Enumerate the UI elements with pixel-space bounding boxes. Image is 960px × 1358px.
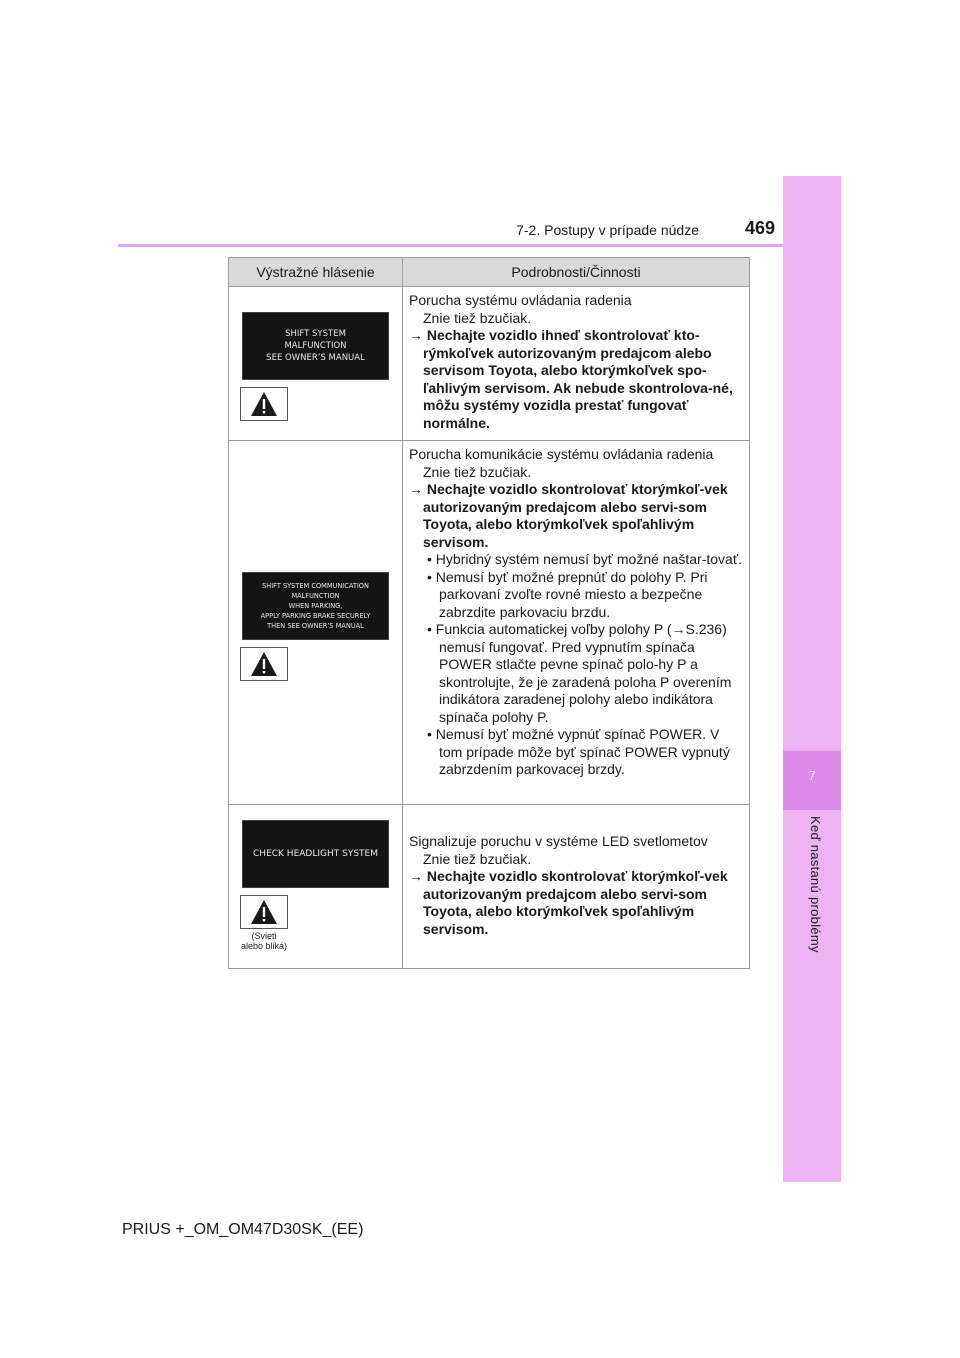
message-cell xyxy=(229,441,403,805)
warning-light-box xyxy=(240,647,288,681)
screen-line: SHIFT SYSTEM xyxy=(285,329,346,339)
column-header-message: Výstražné hlásenie xyxy=(229,258,403,287)
screen-line: SHIFT SYSTEM COMMUNICATION xyxy=(262,582,369,590)
page-header xyxy=(118,214,781,246)
note-text: Znie tiež bzučiak. xyxy=(423,850,532,867)
warning-light-note xyxy=(233,931,295,951)
page-number: 469 xyxy=(744,218,775,238)
description-text: Porucha komunikácie systému ovládania radenia xyxy=(409,446,714,462)
warning-triangle-icon xyxy=(250,391,278,417)
warning-triangle-icon xyxy=(250,651,278,677)
bullet-item: • Funkcia automatickej voľby polohy P (→S.236) nemusí fungovať. Pred vypnutím spínača POWER stlačte pevne spínač polo-hy P a skontrolujte, že je zaradená poloha P overením indikátora zaradenej polohy alebo indikátora spínača polohy P. xyxy=(427,621,732,725)
details-cell xyxy=(403,805,750,969)
screen-line: SEE OWNER’S MANUAL xyxy=(266,353,365,363)
bullet-item: • Nemusí byť možné prepnúť do polohy P. Pri parkovaní zvoľte rovné miesto a bezpečne zabrzdite parkovaciu brzdu. xyxy=(427,568,708,620)
message-cell xyxy=(229,805,403,969)
table-header-row xyxy=(229,258,750,287)
chapter-title: Keď nastanú problémy xyxy=(808,816,823,953)
description-text: Signalizuje poruchu v systéme LED svetlometov xyxy=(409,833,708,849)
message-cell xyxy=(229,287,403,441)
display-message-image xyxy=(242,820,389,888)
table-row xyxy=(229,805,750,969)
table-row xyxy=(229,287,750,441)
details-cell xyxy=(403,441,750,805)
screen-line: THEN SEE OWNER’S MANUAL xyxy=(267,622,364,630)
document-code: PRIUS +_OM_OM47D30SK_(EE) xyxy=(122,1221,364,1238)
action-text: → Nechajte vozidlo skontrolovať ktorýmkoľ-vek autorizovaným predajcom alebo servi-som Toyota, alebo ktorýmkoľvek spoľahlivým servisom. xyxy=(409,481,728,550)
note-text: Znie tiež bzučiak. xyxy=(423,309,532,326)
description-text: Porucha systému ovládania radenia xyxy=(409,292,632,308)
screen-line: CHECK HEADLIGHT SYSTEM xyxy=(253,849,378,859)
warning-note-line: (Svieti xyxy=(251,931,277,941)
action-text: → Nechajte vozidlo ihneď skontrolovať kto-rýmkoľvek autorizovaným predajcom alebo servisom Toyota, alebo ktorýmkoľvek spo-ľahlivým servisom. Ak nebude skontrolova-né, môžu systémy vozidla prestať fungovať normálne. xyxy=(409,327,733,431)
warning-triangle-icon xyxy=(250,899,278,925)
chapter-side-tab xyxy=(783,176,841,1182)
note-text: Znie tiež bzučiak. xyxy=(423,463,532,480)
screen-line: APPLY PARKING BRAKE SECURELY xyxy=(260,612,371,620)
header-rule xyxy=(118,244,841,247)
section-title: 7-2. Postupy v prípade núdze xyxy=(516,222,699,238)
screen-line: MALFUNCTION xyxy=(291,592,340,600)
warning-light-box xyxy=(240,387,288,421)
chapter-number: 7 xyxy=(808,768,816,783)
display-message-image xyxy=(242,572,389,640)
screen-line: WHEN PARKING, xyxy=(288,602,343,610)
warning-light-box xyxy=(240,895,288,929)
action-text: → Nechajte vozidlo skontrolovať ktorýmkoľ-vek autorizovaným predajcom alebo servi-som Toyota, alebo ktorýmkoľvek spoľahlivým servisom. xyxy=(409,868,728,937)
display-message-image xyxy=(242,312,389,380)
bullet-item: • Hybridný systém nemusí byť možné naštar-tovať. xyxy=(427,551,742,567)
details-cell xyxy=(403,287,750,441)
table-row xyxy=(229,441,750,805)
bullet-item: • Nemusí byť možné vypnúť spínač POWER. V tom prípade môže byť spínač POWER vypnutý zabrzdením parkovacej brzdy. xyxy=(427,726,730,777)
screen-line: MALFUNCTION xyxy=(284,341,347,351)
warning-messages-table xyxy=(228,257,750,969)
warning-note-line: alebo bliká) xyxy=(240,941,288,951)
column-header-details: Podrobnosti/Činnosti xyxy=(403,258,750,287)
